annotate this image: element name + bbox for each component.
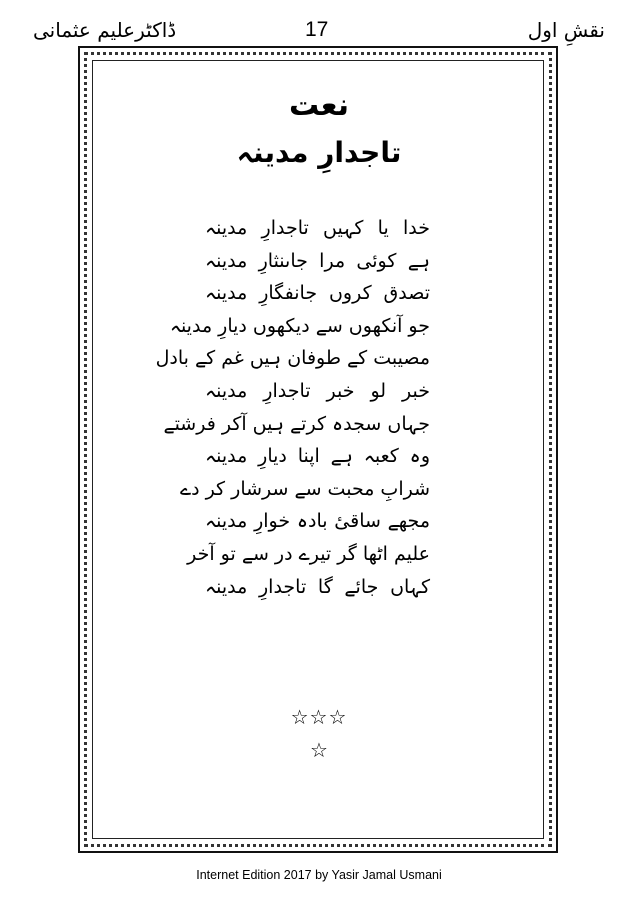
- poem-title: نعت: [289, 88, 349, 123]
- verse-line: جہاں سجدہ کرتے ہیں آکر فرشتے: [163, 412, 430, 435]
- author-name: ڈاکٹرعلیم عثمانی: [33, 18, 177, 42]
- poem-verses: [155, 212, 430, 603]
- star-ornament: ☆: [310, 738, 328, 762]
- verse-line: خدا یا کہیں تاجدارِ مدینہ: [205, 217, 430, 239]
- verse-line: خبر لو خبر تاجدارِ مدینہ: [205, 379, 430, 402]
- verse-line: ہے کوئی مرا جاںنثارِ مدینہ: [205, 249, 430, 272]
- verse-line: علیم اٹھا گر تیرے در سے تو آخر: [187, 542, 430, 565]
- verse-line: وہ کعبہ ہے اپنا دیارِ مدینہ: [205, 445, 430, 468]
- verse-line: کہاں جائے گا تاجدارِ مدینہ: [205, 575, 430, 598]
- verse-line: جو آنکھوں سے دیکھوں دیارِ مدینہ: [169, 314, 430, 337]
- verse-line: مصیبت کے طوفان ہیں غم کے بادل: [155, 347, 430, 370]
- edition-footer: Internet Edition 2017 by Yasir Jamal Usmani: [196, 868, 442, 882]
- page-number: 17: [305, 18, 329, 41]
- star-ornament-row: ☆☆☆: [290, 705, 348, 729]
- verse-line: تصدق کروں جانفگارِ مدینہ: [205, 282, 430, 305]
- verse-line: شرابِ محبت سے سرشار کر دے: [179, 477, 430, 500]
- book-title: نقشِ اول: [527, 18, 605, 42]
- poem-subtitle: تاجدارِ مدینہ: [236, 136, 402, 169]
- verse-line: مجھے ساقیٔ بادہ خوارِ مدینہ: [205, 510, 430, 533]
